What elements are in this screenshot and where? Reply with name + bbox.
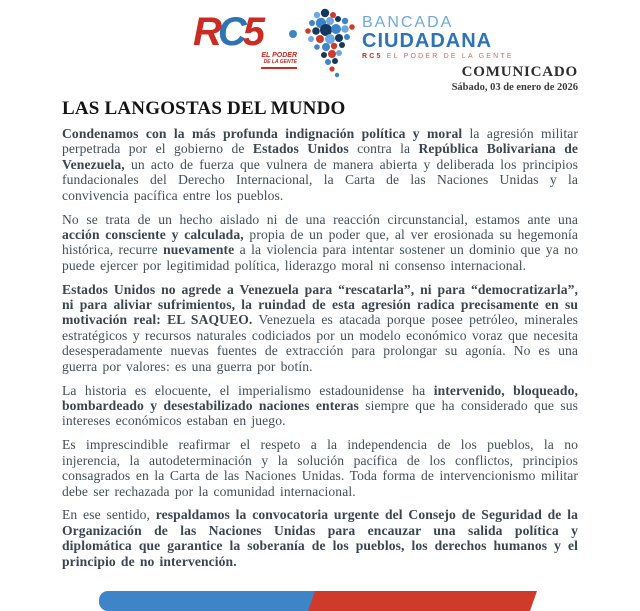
bancada-ciudadana-logo [362, 14, 514, 60]
rc5-letter-c: C [217, 10, 243, 54]
dot-icon [289, 30, 297, 38]
venezuela-dot-map-icon [299, 5, 365, 79]
comunicado-label: COMUNICADO [461, 64, 578, 80]
footer-bar [99, 591, 537, 611]
paragraph-6: En ese sentido, respaldamos la convocatoria urgente del Consejo de Seguridad de la Organización de las Naciones Unidas para encauzar una salida política y diplomática que garantice la soberanía de los pueblos, los derechos humanos y el principio de no intervención. [62, 507, 578, 569]
footer-bar-blue-segment [99, 591, 315, 611]
paragraph-3: Estados Unidos no agrede a Venezuela para “rescatarla”, ni para “democratizarla”, ni para aliviar sufrimientos, la ruindad de esta agresión radica precisamente en su motivación real: EL SAQUEO. Venezuela es atacada porque posee petróleo, minerales estratégicos y recursos naturales codiciados por un modelo económico voraz que necesita desesperadamente nuevas fuentes de extracción para prolongar su agonía. No es una guerra por valores: es una guerra por botín. [62, 281, 578, 374]
paragraph-5: Es imprescindible reafirmar el respeto a la independencia de los pueblos, la no injerencia, la autodeterminación y la solución pacífica de los conflictos, principios consagrados en la Carta de las Naciones Unidas. Toda forma de intervencionismo militar debe ser rechazada por la comunidad internacional. [62, 437, 578, 499]
comunicado-block [452, 64, 578, 94]
rc5-tagline: EL PODER DE LA GENTE [261, 52, 297, 69]
document-body [62, 98, 578, 578]
date-label: Sábado, 03 de enero de 2026 [451, 82, 578, 93]
paragraph-1: Condenamos con la más profunda indignación política y moral la agresión militar perpetrada por el gobierno de Estados Unidos contra la República Bolivariana de Venezuela, un acto de fuerza que vulnera de manera abierta y deliberada los principios fundacionales del Derecho Internacional, la Carta de las Naciones Unidas y la convivencia pacífica entre los pueblos. [62, 126, 578, 203]
rc5-logo-icon [193, 12, 305, 72]
page-title: LAS LANGOSTAS DEL MUNDO [62, 98, 346, 119]
paragraph-2: No se trata de un hecho aislado ni de una reacción circunstancial, estamos ante una acción consciente y calculada, propia de un poder que, al ver erosionada su hegemonía histórica, recurre nuevamente a la violencia para intentar sostener un dominio que ya no puede ejercer por legitimidad política, liderazgo moral ni consenso internacional. [62, 211, 578, 273]
paragraph-4: La historia es elocuente, el imperialismo estadounidense ha intervenido, bloqueado, bombardeado y desestabilizado naciones enteras siempre que ha considerado que sus intereses económicos estaban en juego. [62, 382, 578, 429]
footer-bar-red-segment [308, 591, 537, 611]
bancada-logo-line2: CIUDADANA [362, 30, 493, 52]
bancada-logo-tagline: RC5 EL PODER DE LA GENTE [362, 53, 514, 60]
rc5-letter-r: R [193, 10, 218, 54]
rc5-digit-5: 5 [242, 10, 262, 54]
bancada-logo-line1: BANCADA [362, 14, 454, 31]
header [0, 0, 640, 98]
